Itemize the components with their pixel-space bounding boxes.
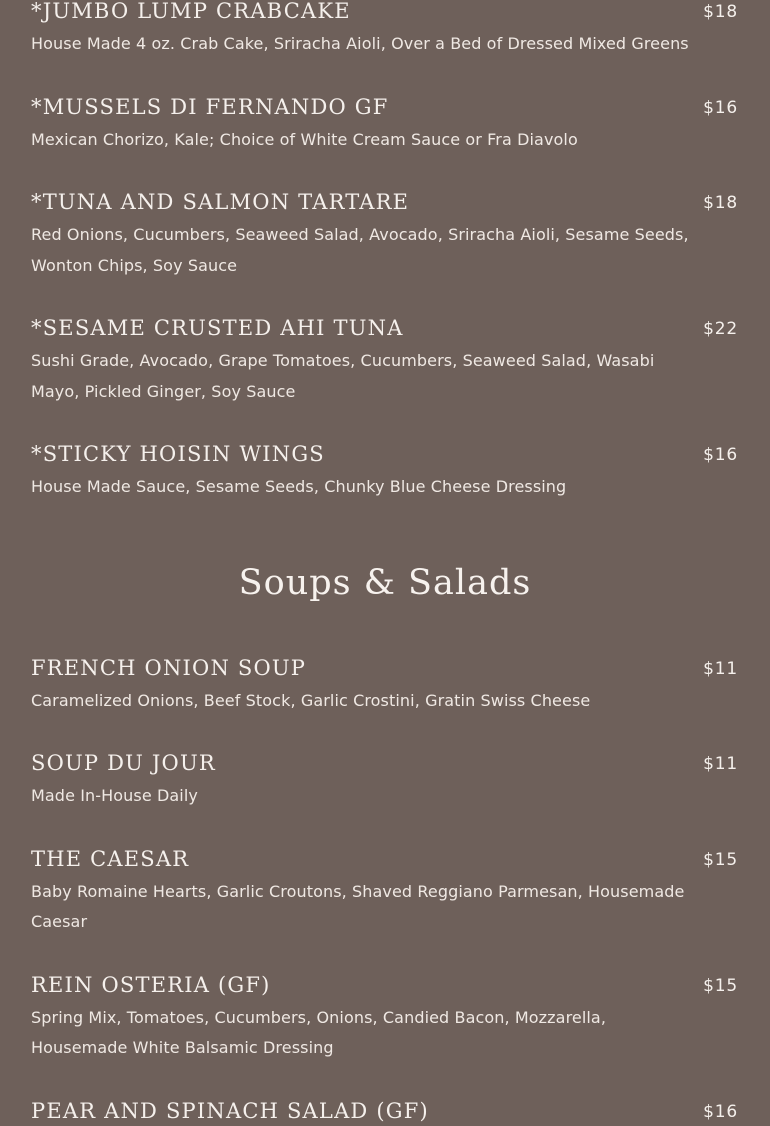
item-price: $15 — [703, 849, 738, 870]
section-title-soups-salads: Soups & Salads — [238, 562, 532, 603]
item-name: *TUNA AND SALMON TARTARE — [31, 190, 410, 214]
menu-item-rein-osteria — [0, 970, 770, 1064]
item-name: PEAR AND SPINACH SALAD (GF) — [31, 1098, 429, 1123]
menu-item-mussels-di-fernando — [0, 92, 770, 156]
item-price: $22 — [703, 319, 738, 339]
item-price: $11 — [703, 754, 738, 774]
item-price: $16 — [703, 97, 738, 118]
appetizers-section — [0, 0, 770, 503]
item-price: $18 — [703, 2, 738, 22]
menu-item-the-caesar — [0, 844, 770, 938]
item-name: SOUP DU JOUR — [31, 751, 216, 775]
item-price: $18 — [703, 193, 738, 213]
item-name: *JUMBO LUMP CRABCAKE — [31, 0, 351, 23]
item-name: *STICKY HOISIN WINGS — [31, 442, 325, 466]
item-description: House Made 4 oz. Crab Cake, Sriracha Aioli, Over a Bed of Dressed Mixed Greens — [31, 34, 689, 53]
menu-item-pear-spinach-salad — [0, 1096, 770, 1126]
item-description: Red Onions, Cucumbers, Seaweed Salad, Avocado, Sriracha Aioli, Sesame Seeds, Wonton Chips, Soy Sauce — [31, 225, 689, 275]
item-name: THE CAESAR — [31, 846, 190, 871]
item-price: $16 — [703, 1101, 738, 1122]
item-price: $11 — [703, 658, 738, 679]
item-name: FRENCH ONION SOUP — [31, 655, 307, 680]
item-description: Spring Mix, Tomatoes, Cucumbers, Onions, Candied Bacon, Mozzarella, Housemade White Balsamic Dressing — [31, 1007, 607, 1057]
item-description: Caramelized Onions, Beef Stock, Garlic Crostini, Gratin Swiss Cheese — [31, 690, 591, 710]
item-description: House Made Sauce, Sesame Seeds, Chunky Blue Cheese Dressing — [31, 477, 567, 496]
item-description: Baby Romaine Hearts, Garlic Croutons, Shaved Reggiano Parmesan, Housemade Caesar — [31, 881, 685, 931]
menu-item-tuna-salmon-tartare — [0, 187, 770, 281]
menu-item-french-onion-soup — [0, 653, 770, 717]
menu-item-sesame-crusted-ahi-tuna — [0, 313, 770, 407]
item-name: *MUSSELS DI FERNANDO GF — [31, 94, 389, 119]
menu-item-jumbo-lump-crabcake — [0, 0, 770, 60]
item-description: Sushi Grade, Avocado, Grape Tomatoes, Cucumbers, Seaweed Salad, Wasabi Mayo, Pickled Ginger, Soy Sauce — [31, 351, 655, 401]
menu-item-soup-du-jour — [0, 748, 770, 812]
item-price: $16 — [703, 445, 738, 465]
item-description: Mexican Chorizo, Kale; Choice of White Cream Sauce or Fra Diavolo — [31, 129, 578, 149]
item-price: $15 — [703, 975, 738, 996]
menu-item-sticky-hoisin-wings — [0, 439, 770, 503]
item-name: REIN OSTERIA (GF) — [31, 972, 271, 997]
item-name: *SESAME CRUSTED AHI TUNA — [31, 316, 404, 340]
item-description: Made In-House Daily — [31, 786, 198, 805]
soups-salads-section — [0, 653, 770, 1126]
